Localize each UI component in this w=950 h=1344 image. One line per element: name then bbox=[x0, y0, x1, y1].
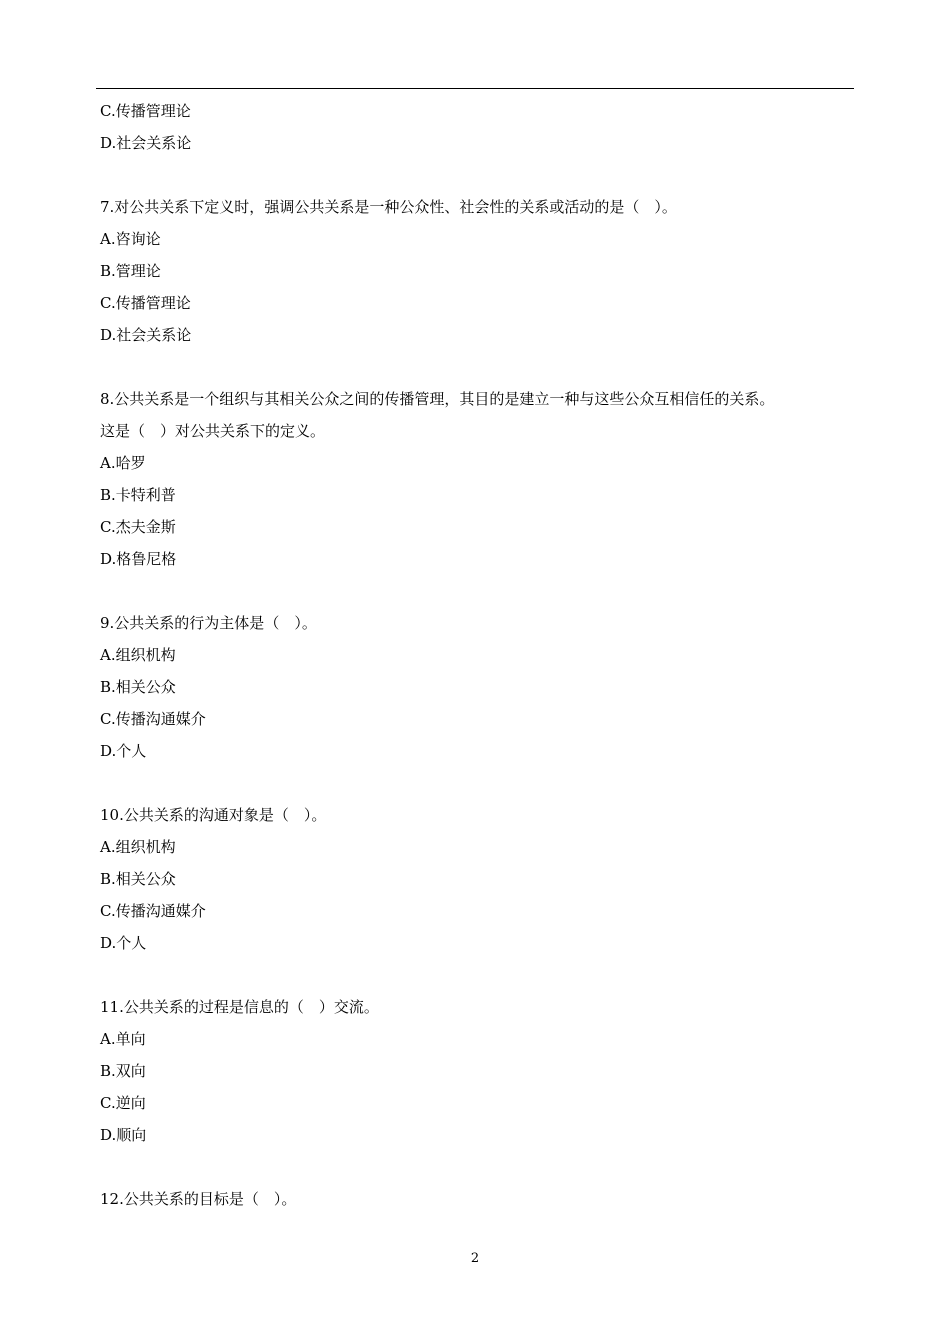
option-d: D.格鲁尼格 bbox=[100, 550, 177, 568]
question-text-continued: 这是（ ）对公共关系下的定义。 bbox=[100, 422, 326, 440]
option-a: A.组织机构 bbox=[100, 646, 176, 664]
question-12 bbox=[100, 1183, 860, 1215]
header-rule bbox=[96, 88, 854, 89]
spacer bbox=[100, 575, 860, 607]
question-text: 11.公共关系的过程是信息的（ ）交流。 bbox=[100, 998, 379, 1016]
question-text: 7.对公共关系下定义时，强调公共关系是一种公众性、社会性的关系或活动的是（ ）。 bbox=[100, 198, 677, 216]
option-b: B.卡特利普 bbox=[100, 486, 176, 504]
option-a: A.哈罗 bbox=[100, 454, 146, 472]
option-b: B.管理论 bbox=[100, 262, 161, 280]
option-c: C.杰夫金斯 bbox=[100, 518, 176, 536]
question-8 bbox=[100, 383, 860, 575]
option-b: B.相关公众 bbox=[100, 678, 176, 696]
option-c: C.传播管理论 bbox=[100, 102, 191, 120]
option-d: D.社会关系论 bbox=[100, 326, 192, 344]
spacer bbox=[100, 959, 860, 991]
option-b: B.相关公众 bbox=[100, 870, 176, 888]
document-body bbox=[100, 95, 860, 1215]
question-text: 8.公共关系是一个组织与其相关公众之间的传播管理，其目的是建立一种与这些公众互相信任的关系。 bbox=[100, 390, 775, 408]
spacer bbox=[100, 1151, 860, 1183]
question-7 bbox=[100, 191, 860, 351]
question-9 bbox=[100, 607, 860, 767]
spacer bbox=[100, 767, 860, 799]
option-c: C.逆向 bbox=[100, 1094, 146, 1112]
option-d: D.社会关系论 bbox=[100, 134, 192, 152]
option-d: D.个人 bbox=[100, 742, 147, 760]
option-d: D.个人 bbox=[100, 934, 147, 952]
option-a: A.咨询论 bbox=[100, 230, 161, 248]
option-c: C.传播管理论 bbox=[100, 294, 191, 312]
option-b: B.双向 bbox=[100, 1062, 146, 1080]
option-d: D.顺向 bbox=[100, 1126, 147, 1144]
spacer bbox=[100, 351, 860, 383]
question-11 bbox=[100, 991, 860, 1151]
page-number: 2 bbox=[470, 1251, 480, 1266]
option-c: C.传播沟通媒介 bbox=[100, 902, 206, 920]
question-text: 9.公共关系的行为主体是（ ）。 bbox=[100, 614, 317, 632]
question-text: 10.公共关系的沟通对象是（ ）。 bbox=[100, 806, 327, 824]
option-a: A.单向 bbox=[100, 1030, 146, 1048]
question-text: 12.公共关系的目标是（ ）。 bbox=[100, 1190, 297, 1208]
spacer bbox=[100, 159, 860, 191]
question-10 bbox=[100, 799, 860, 959]
option-c: C.传播沟通媒介 bbox=[100, 710, 206, 728]
option-a: A.组织机构 bbox=[100, 838, 176, 856]
